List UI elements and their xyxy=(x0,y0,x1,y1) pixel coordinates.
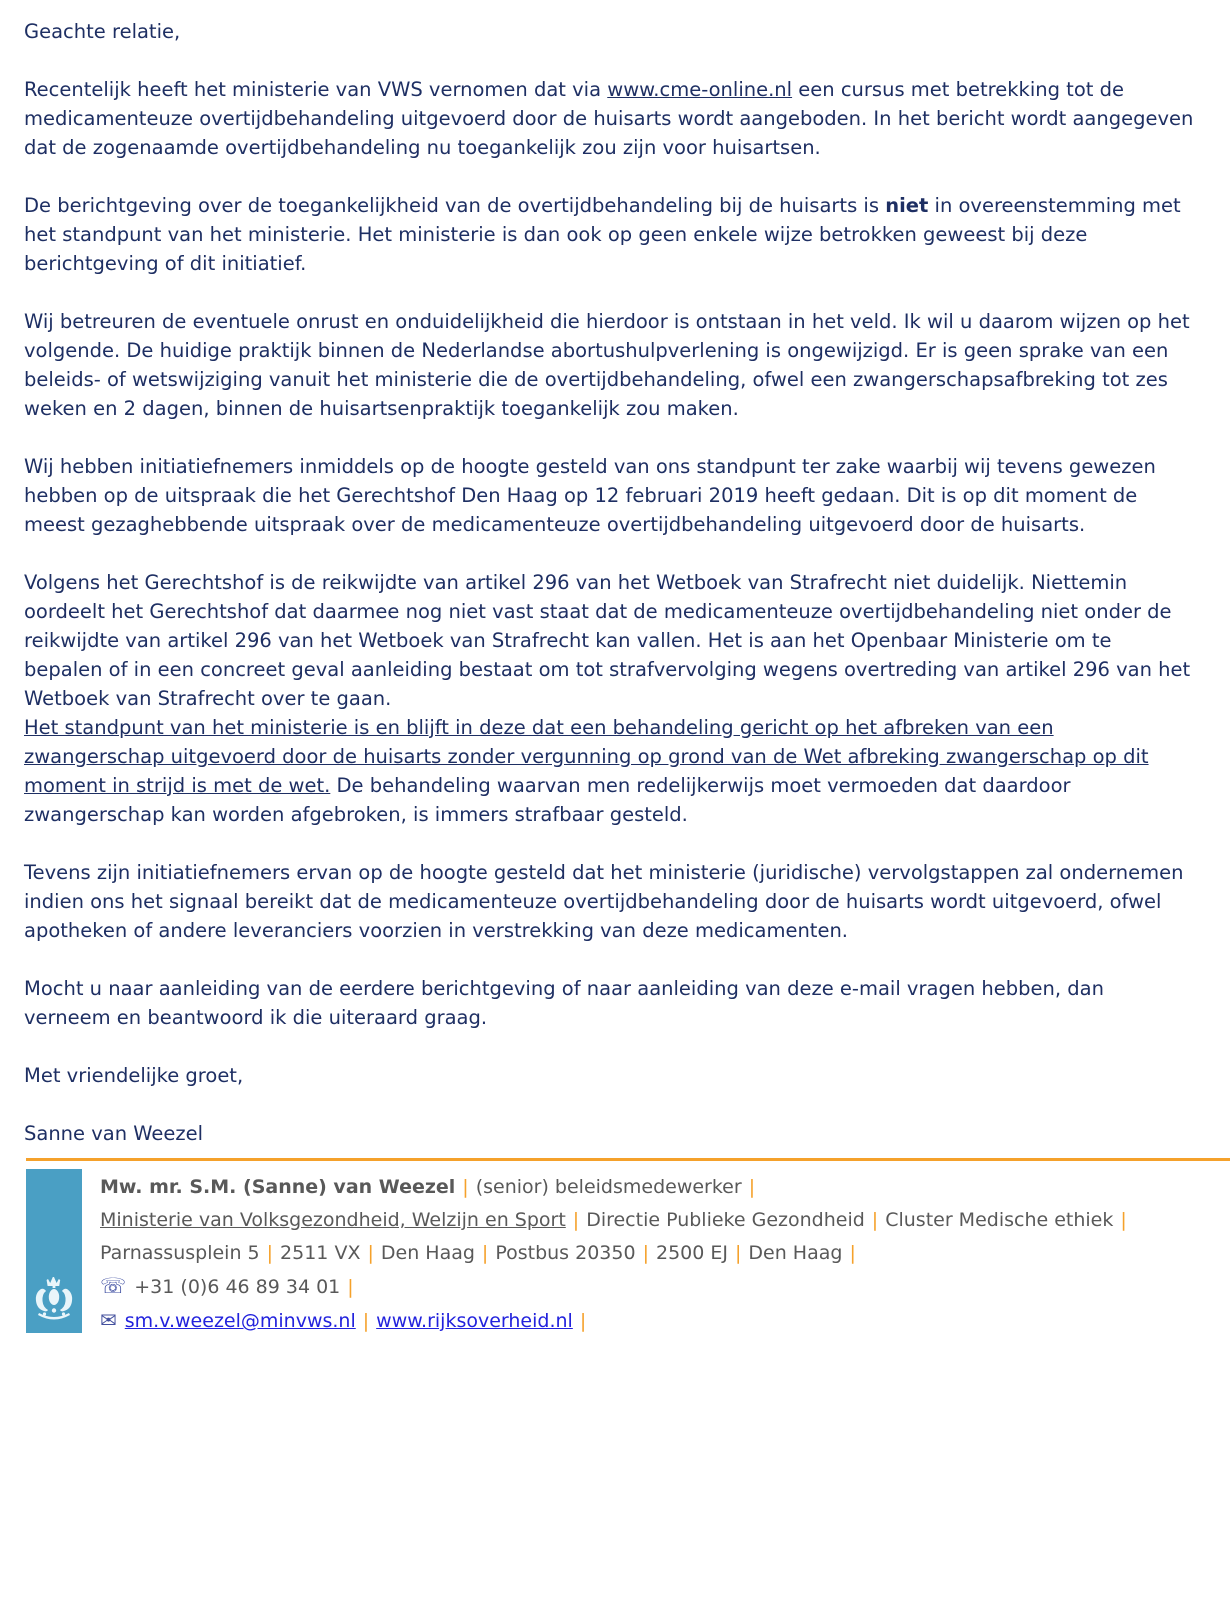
text-run: in overeenstemming met het standpunt van het ministerie. Het ministerie is dan ook op geen enkele wijze betrokken geweest bij deze berichtgeving of dit initiatief. xyxy=(24,194,1181,275)
separator: | xyxy=(748,1176,756,1198)
rijksoverheid-logo xyxy=(26,1169,82,1333)
emphasis-niet: niet xyxy=(885,194,929,217)
separator: | xyxy=(347,1276,354,1298)
cme-online-link[interactable]: www.cme-online.nl xyxy=(607,78,793,101)
postal-code: 2511 VX xyxy=(280,1242,361,1264)
website-link[interactable]: www.rijksoverheid.nl xyxy=(376,1310,573,1332)
separator: | xyxy=(266,1242,274,1264)
street-address: Parnassusplein 5 xyxy=(100,1242,260,1264)
signature-divider xyxy=(26,1158,1230,1161)
text-run: De behandeling waarvan men redelijkerwijs moet vermoeden dat daardoor zwangerschap kan worden afgebroken, is immers strafbaar gesteld. xyxy=(24,774,1071,826)
ministry-link[interactable]: Ministerie van Volksgezondheid, Welzijn en Sport xyxy=(100,1209,566,1231)
city: Den Haag xyxy=(380,1242,475,1264)
coat-of-arms-icon xyxy=(31,1275,77,1323)
phone-number: +31 (0)6 46 89 34 01 xyxy=(134,1276,341,1298)
signature-org-row xyxy=(100,1204,1134,1237)
separator: | xyxy=(462,1176,469,1198)
paragraph-regret-unrest: Wij betreuren de eventuele onrust en onduidelijkheid die hierdoor is ontstaan in het veld. Ik wil u daarom wijzen op het volgende. De huidige praktijk binnen de Nederlandse abortushulpverlening is ongewijzigd. Er is geen sprake van een beleids- of wetswijziging vanuit het ministerie die de overtijdbehandeling, ofwel een zwangerschapsafbreking tot zes weken en 2 dagen, binnen de huisartsenpraktijk toegankelijk zou maken. xyxy=(24,310,1190,420)
separator: | xyxy=(579,1310,587,1332)
po-box-postal-code: 2500 EJ xyxy=(655,1242,728,1264)
separator: | xyxy=(481,1242,489,1264)
contact-name: Mw. mr. S.M. (Sanne) van Weezel xyxy=(100,1176,456,1198)
po-box-city: Den Haag xyxy=(748,1242,843,1264)
signature-name-role-row xyxy=(100,1171,1134,1204)
salutation: Geachte relatie, xyxy=(24,20,181,43)
signature-text xyxy=(100,1169,1134,1338)
sender-name: Sanne van Weezel xyxy=(24,1122,204,1145)
text-run: Volgens het Gerechtshof is de reikwijdte van artikel 296 van het Wetboek van Strafrecht niet duidelijk. Niettemin oordeelt het Gerechtshof dat daarmee nog niet vast staat dat de medicamenteuze overtijdbehandeling niet onder de reikwijdte van artikel 296 van het Wetboek van Strafrecht kan vallen. Het is aan het Openbaar Ministerie om te bepalen of in een concreet geval aanleiding bestaat om tot strafvervolging wegens overtreding van artikel 296 van het Wetboek van Strafrecht over te gaan. xyxy=(24,571,1191,710)
contact-role: (senior) beleidsmedewerker xyxy=(475,1176,742,1198)
signature-email-row xyxy=(100,1304,1134,1338)
paragraph-questions: Mocht u naar aanleiding van de eerdere berichtgeving of naar aanleiding van deze e-mail vragen hebben, dan verneem en beantwoord ik die uiteraard graag. xyxy=(24,977,1104,1029)
underlined-legal-statement: Het standpunt van het ministerie is en blijft in deze dat een behandeling gericht op het afbreken van een zwangerschap uitgevoerd door de huisarts zonder vergunning op grond van de Wet afbreking zwangerschap op dit moment in strijd is met de wet. xyxy=(24,716,1149,797)
signature-phone-row xyxy=(100,1270,1134,1304)
separator: | xyxy=(1120,1209,1127,1231)
po-box: Postbus 20350 xyxy=(495,1242,636,1264)
paragraph-course-announcement xyxy=(24,75,1196,162)
separator: | xyxy=(367,1242,374,1264)
signature-address-row xyxy=(100,1237,1134,1270)
signature-block xyxy=(26,1158,1196,1338)
text-run: Recentelijk heeft het ministerie van VWS vernomen dat via xyxy=(24,78,608,101)
closing: Met vriendelijke groet, xyxy=(24,1064,244,1087)
paragraph-court-ruling: Wij hebben initiatiefnemers inmiddels op de hoogte gesteld van ons standpunt ter zake waarbij wij tevens gewezen hebben op de uitspraak die het Gerechtshof Den Haag op 12 februari 2019 heeft gedaan. Dit is op dit moment de meest gezaghebbende uitspraak over de medicamenteuze overtijdbehandeling uitgevoerd door de huisarts. xyxy=(24,455,1156,536)
email-link[interactable]: sm.v.weezel@minvws.nl xyxy=(124,1310,356,1332)
text-run: De berichtgeving over de toegankelijkheid van de overtijdbehandeling bij de huisarts is xyxy=(24,194,886,217)
phone-icon: ☏ xyxy=(100,1274,127,1298)
paragraph-article-296 xyxy=(24,568,1196,829)
envelope-icon: ✉ xyxy=(100,1308,117,1332)
text-run: een cursus met betrekking tot de medicamenteuze overtijdbehandeling uitgevoerd door de huisarts wordt aangeboden. In het bericht wordt aangegeven dat de zogenaamde overtijdbehandeling nu toegankelijk zou zijn voor huisartsen. xyxy=(24,78,1194,159)
cluster-label: Cluster Medische ethiek xyxy=(885,1209,1114,1231)
paragraph-legal-steps: Tevens zijn initiatiefnemers ervan op de hoogte gesteld dat het ministerie (juridische) vervolgstappen zal ondernemen indien ons het signaal bereikt dat de medicamenteuze overtijdbehandeling door de huisarts wordt uitgevoerd, ofwel apotheken of andere leveranciers voorzien in verstrekking van deze medicamenten. xyxy=(24,861,1184,942)
separator: | xyxy=(362,1310,370,1332)
paragraph-ministry-position xyxy=(24,191,1196,278)
separator: | xyxy=(849,1242,856,1264)
separator: | xyxy=(871,1209,879,1231)
separator: | xyxy=(572,1209,580,1231)
separator: | xyxy=(642,1242,649,1264)
directorate-label: Directie Publieke Gezondheid xyxy=(586,1209,865,1231)
separator: | xyxy=(735,1242,742,1264)
